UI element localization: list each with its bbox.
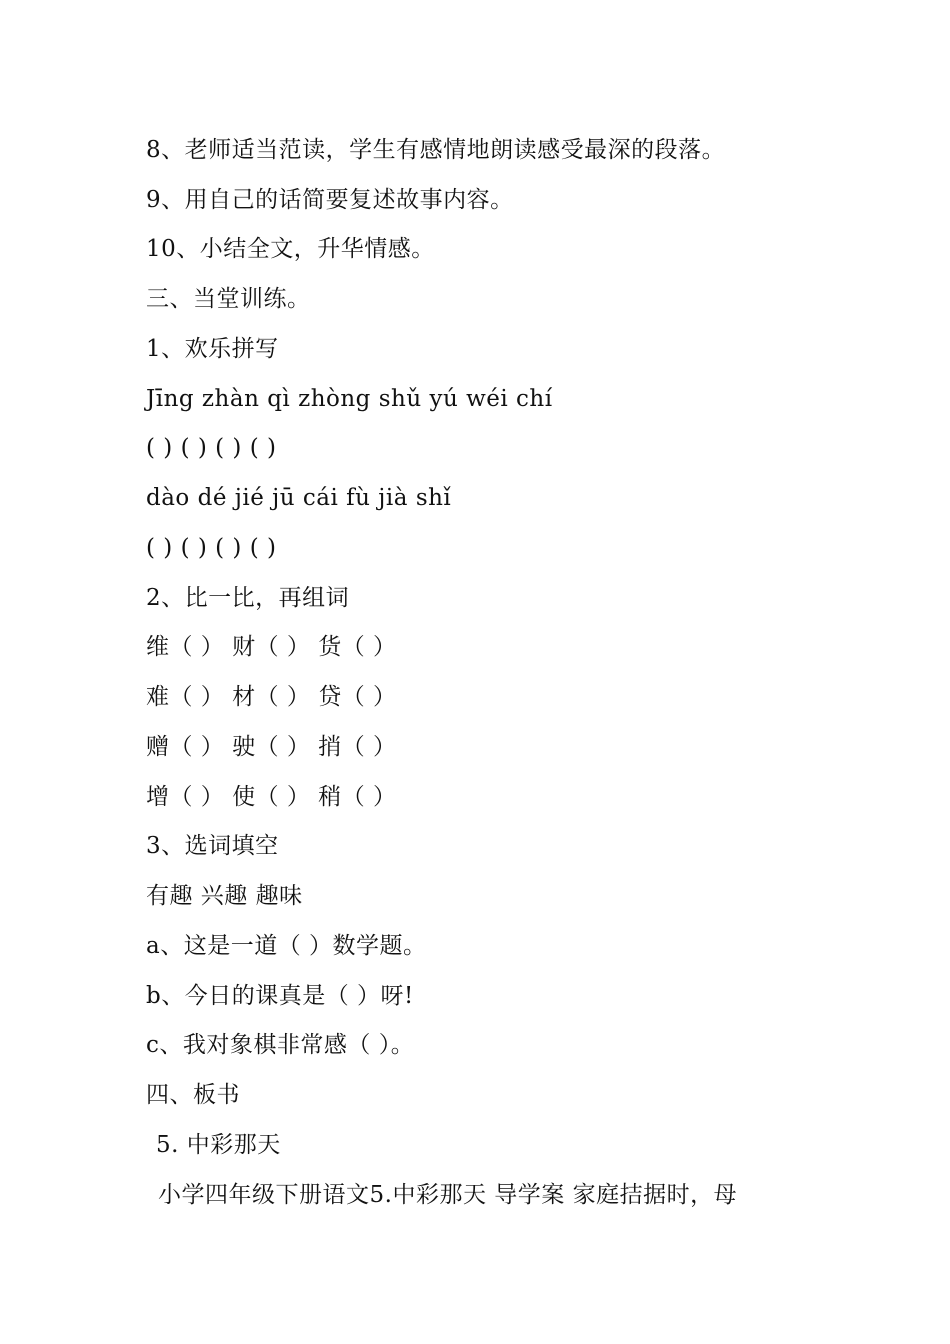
word-choices: 有趣 兴趣 趣味 [146, 883, 303, 909]
fill-a: a、这是一道（ ）数学题。 [146, 933, 427, 959]
compare-row-3: 赠（ ） 驶（ ） 捎（ ） [146, 734, 397, 760]
exercise-1-title: 1、欢乐拼写 [146, 336, 279, 362]
pinyin-row-1: Jīng zhàn qì zhòng shǔ yú wéi chí [146, 386, 553, 412]
fill-c: c、我对象棋非常感（ ）。 [146, 1032, 415, 1058]
fill-b: b、今日的课真是（ ）呀! [146, 983, 414, 1009]
blank-row-2: ( ) ( ) ( ) ( ) [146, 535, 277, 561]
section-3-heading: 三、当堂训练。 [146, 286, 311, 312]
compare-row-1: 维（ ） 财（ ） 货（ ） [146, 634, 397, 660]
exercise-3-title: 3、选词填空 [146, 833, 279, 859]
compare-row-2: 难（ ） 材（ ） 贷（ ） [146, 684, 397, 710]
board-title: 5. 中彩那天 [156, 1132, 281, 1158]
step-10-text: 10、小结全文，升华情感。 [146, 236, 435, 262]
step-8-text: 8、老师适当范读，学生有感情地朗读感受最深的段落。 [146, 137, 726, 163]
section-4-heading: 四、板书 [146, 1082, 240, 1108]
pinyin-row-2: dào dé jié jū cái fù jià shǐ [146, 485, 452, 511]
exercise-2-title: 2、比一比，再组词 [146, 585, 350, 611]
step-9-text: 9、用自己的话简要复述故事内容。 [146, 187, 514, 213]
compare-row-4: 增（ ） 使（ ） 稍（ ） [146, 784, 397, 810]
footer-text: 小学四年级下册语文5.中彩那天 导学案 家庭拮据时，母 [158, 1182, 738, 1208]
blank-row-1: ( ) ( ) ( ) ( ) [146, 435, 277, 461]
